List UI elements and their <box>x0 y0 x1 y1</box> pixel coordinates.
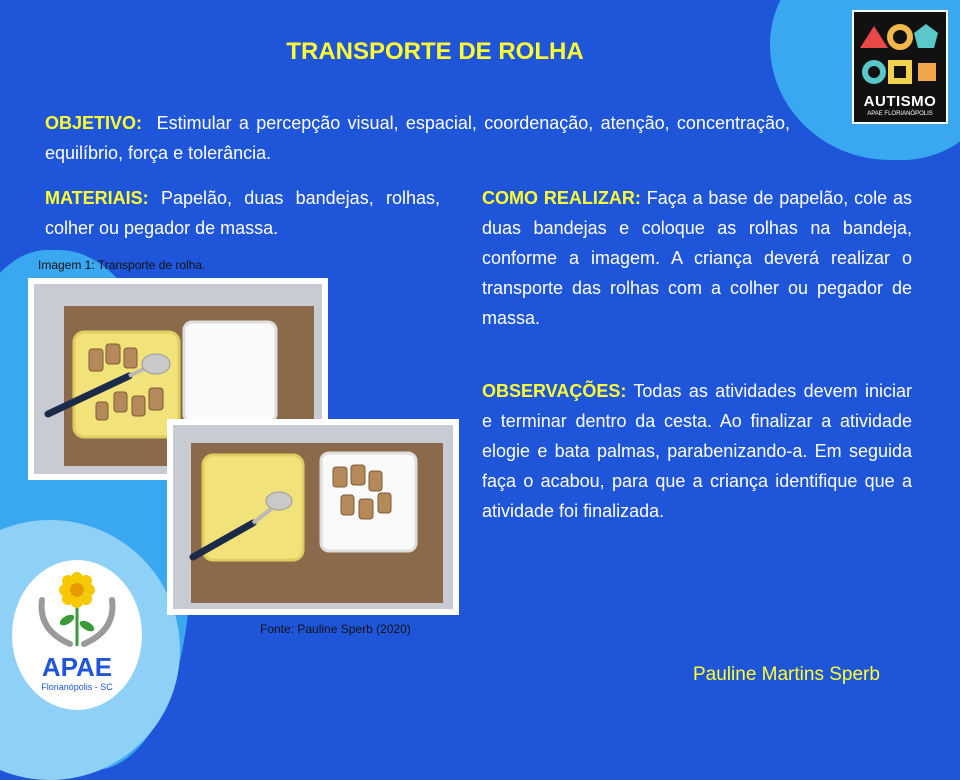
objetivo-text: Estimular a percepção visual, espacial, coordenação, atenção, concentração, equilíbrio, força e tolerância. <box>45 113 790 163</box>
author-name: Pauline Martins Sperb <box>693 664 880 685</box>
objetivo-section <box>45 108 790 168</box>
page-title: TRANSPORTE DE ROLHA <box>286 38 584 65</box>
autismo-logo <box>852 10 948 124</box>
apae-logo-subtext: Florianópolis - SC <box>41 682 113 692</box>
como-realizar-text: Faça a base de papelão, cole as duas bandejas e coloque as rolhas na bandeja, conforme a imagem. A criança deverá realizar o transporte das rolhas com a colher ou pegador de massa. <box>482 188 912 328</box>
como-realizar-section <box>482 183 912 333</box>
autismo-logo-subtext: APAE FLORIANÓPOLIS <box>867 111 933 117</box>
materiais-section <box>45 183 440 243</box>
observacoes-text: Todas as atividades devem iniciar e terminar dentro da cesta. Ao finalizar a atividade elogie e bata palmas, parabenizando-a. Em seguida faça o acabou, para que a criança identifique que a atividade foi finalizada. <box>482 381 912 521</box>
observacoes-section <box>482 376 912 526</box>
activity-photo-2 <box>167 419 459 615</box>
autismo-shapes-icon <box>854 18 946 88</box>
objetivo-label: OBJETIVO: <box>45 113 143 133</box>
image-caption: Imagem 1: Transporte de rolha. <box>38 258 206 272</box>
source-caption: Fonte: Pauline Sperb (2020) <box>260 622 411 636</box>
apae-flower-icon <box>12 560 142 655</box>
materiais-text: Papelão, duas bandejas, rolhas, colher ou pegador de massa. <box>45 188 440 238</box>
autismo-logo-text: AUTISMO <box>863 93 937 110</box>
como-realizar-label: COMO REALIZAR: <box>482 188 641 208</box>
materiais-label: MATERIAIS: <box>45 188 149 208</box>
observacoes-label: OBSERVAÇÕES: <box>482 381 627 401</box>
apae-logo <box>12 560 142 710</box>
apae-logo-text: APAE <box>41 652 113 682</box>
